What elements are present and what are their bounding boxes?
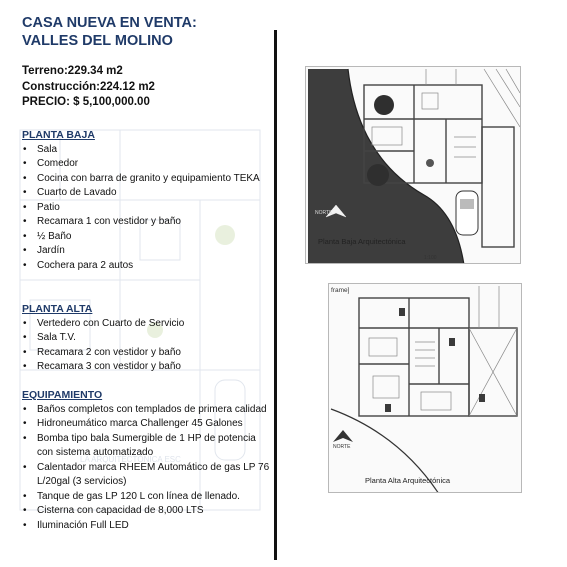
- list-item: • Hidroneumático marca Challenger 45 Galones: [22, 417, 272, 432]
- list-item: • Sala T.V.: [22, 331, 272, 346]
- list-item: • Cocina con barra de granito y equipamiento TEKA: [22, 172, 272, 187]
- vertical-divider: [274, 30, 277, 560]
- list-item: • Cisterna con capacidad de 8,000 LTS: [22, 504, 272, 519]
- list-item: • Recamara 1 con vestidor y baño: [22, 215, 272, 230]
- upper-plan-label: Planta Alta Arquitectónica: [365, 476, 451, 485]
- planta-alta-section: [22, 302, 272, 375]
- list-item: • Recamara 2 con vestidor y baño: [22, 346, 272, 361]
- precio-text: PRECIO: $ 5,100,000.00: [22, 96, 150, 108]
- title-line-2: VALLES DEL MOLINO: [22, 33, 173, 49]
- ground-plan-label: Planta Baja Arquitectónica: [318, 237, 406, 246]
- title-line-1: CASA NUEVA EN VENTA:: [22, 15, 197, 31]
- north-label-upper: NORTE: [333, 444, 351, 450]
- list-item: • Cochera para 2 autos: [22, 259, 272, 274]
- equipamiento-heading: EQUIPAMIENTO: [22, 389, 103, 401]
- planta-alta-list: [22, 317, 272, 375]
- list-item: • Calentador marca RHEEM Automático de gas LP 76 L/20gal (3 servicios): [22, 461, 272, 490]
- construccion-text: Construcción:224.12 m2: [22, 80, 155, 93]
- ground-floor-drawing: [306, 67, 521, 264]
- equipamiento-list: [22, 403, 272, 534]
- planta-baja-section: [22, 128, 272, 273]
- planta-alta-heading: PLANTA ALTA: [22, 303, 93, 315]
- list-item: • Cuarto de Lavado: [22, 186, 272, 201]
- ground-floor-plan: [305, 66, 521, 264]
- frame-tag: frame]: [331, 287, 350, 294]
- list-item: • Recamara 3 con vestidor y baño: [22, 360, 272, 375]
- list-item: • Tanque de gas LP 120 L con línea de llenado.: [22, 490, 272, 505]
- list-item: • ½ Baño: [22, 230, 272, 245]
- list-item: • Iluminación Full LED: [22, 519, 272, 534]
- list-item: • Jardín: [22, 244, 272, 259]
- planta-baja-heading: PLANTA BAJA: [22, 129, 95, 141]
- listing-column: [0, 0, 272, 567]
- ground-scale-label: 1:100: [424, 255, 437, 261]
- terreno-text: Terreno:229.34 m2: [22, 65, 123, 77]
- list-item: • Sala: [22, 143, 272, 158]
- watermark-text: LA ARQUITECTÓNICA ESC: [80, 455, 181, 464]
- list-item: • Patio: [22, 201, 272, 216]
- list-item: • Baños completos con templados de primera calidad: [22, 403, 272, 418]
- upper-floor-plan: [328, 283, 522, 493]
- planta-baja-list: [22, 143, 272, 274]
- north-label: NORTE: [315, 210, 333, 216]
- property-facts: [22, 64, 155, 111]
- list-item: • Vertedero con Cuarto de Servicio: [22, 317, 272, 332]
- upper-floor-drawing: [329, 284, 522, 493]
- list-item: • Bomba tipo bala Sumergible de 1 HP de potencia con sistema automatizado: [22, 432, 272, 461]
- listing-title: [22, 14, 267, 50]
- equipamiento-section: [22, 388, 272, 533]
- list-item: • Comedor: [22, 157, 272, 172]
